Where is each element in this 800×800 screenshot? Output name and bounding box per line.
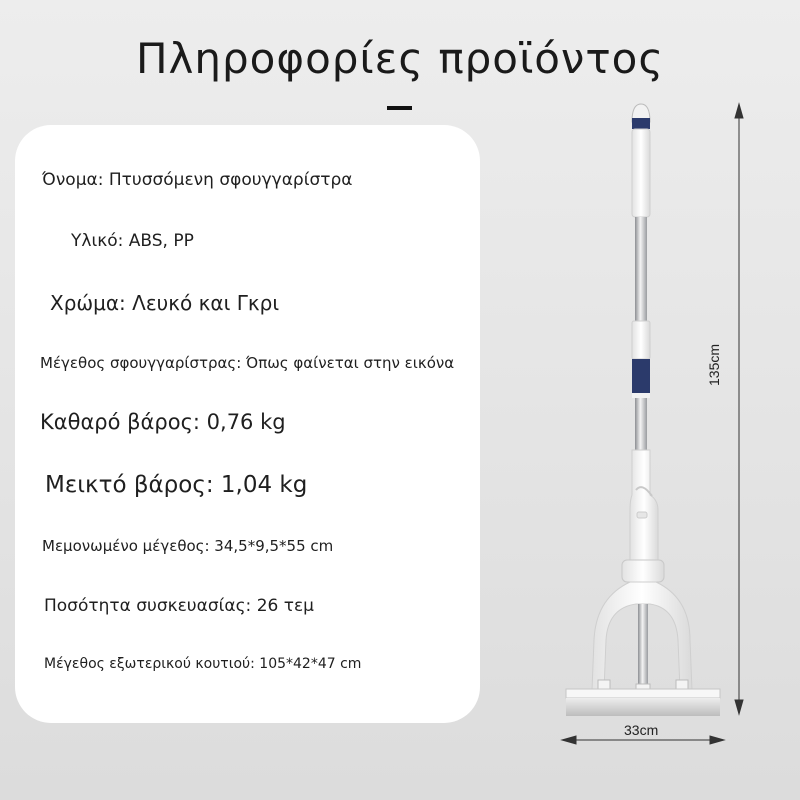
height-label: 135cm (706, 343, 722, 386)
upper-grip (632, 129, 650, 217)
spec-gross-weight: Μεικτό βάρος: 1,04 kg (45, 472, 308, 498)
spec-mop-size: Μέγεθος σφουγγαρίστρας: Όπως φαίνεται στην εικόνα (40, 354, 455, 372)
upper-tube (635, 217, 647, 321)
navy-band (632, 359, 650, 393)
height-dimension-arrow (735, 104, 743, 714)
spec-material: Υλικό: ABS, PP (71, 231, 194, 251)
spec-net-weight: Καθαρό βάρος: 0,76 kg (40, 410, 286, 434)
middle-sleeve (632, 321, 650, 359)
mop-head (566, 689, 720, 698)
lower-tube (635, 398, 647, 450)
lever-housing (630, 450, 658, 560)
collar (622, 560, 664, 582)
spec-pack-quantity: Ποσότητα συσκευασίας: 26 τεμ (44, 596, 314, 616)
handle-cap (632, 104, 650, 129)
width-label: 33cm (624, 722, 659, 738)
center-rod (638, 604, 648, 692)
spec-color: Χρώμα: Λευκό και Γκρι (50, 291, 280, 315)
sponge (566, 698, 720, 716)
spec-carton-size: Μέγεθος εξωτερικού κουτιού: 105*42*47 cm (44, 656, 362, 672)
spec-name: Όνομα: Πτυσσόμενη σφουγγαρίστρα (42, 170, 353, 190)
spec-unit-size: Μεμονωμένο μέγεθος: 34,5*9,5*55 cm (42, 537, 334, 555)
page-title: Πληροφορίες προϊόντος (135, 34, 665, 83)
